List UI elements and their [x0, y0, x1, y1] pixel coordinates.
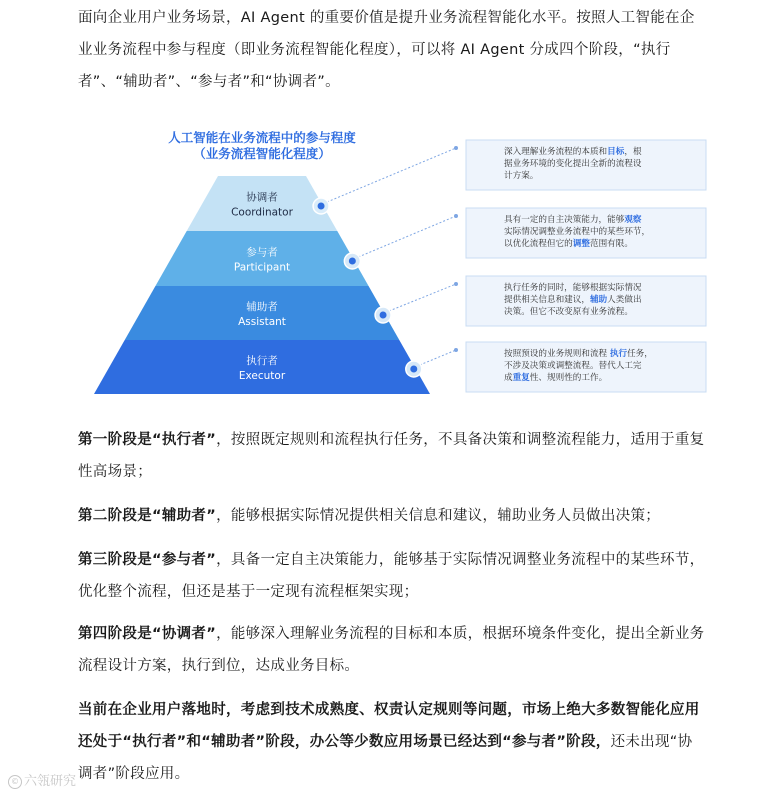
stage-lead: 第二阶段是“辅助者”	[78, 508, 217, 524]
connector-end-dot	[454, 282, 458, 286]
connector-line	[420, 350, 456, 365]
stage-lead: 第一阶段是“执行者”	[78, 432, 217, 448]
level-label-en: Executor	[238, 370, 286, 382]
stage-paragraph-2	[78, 500, 706, 532]
watermark-logo-icon: ©	[8, 775, 22, 789]
level-label-en: Participant	[233, 261, 291, 274]
stage-text: ，能够根据实际情况提供相关信息和建议，辅助业务人员做出决策；	[216, 508, 661, 524]
connector-end-dot	[454, 348, 458, 352]
stage-text: ，具备一定自主决策能力，能够基于实际情况调整业务流程中的某些环节，优化整个流程，但还是基于一定现有流程框架实现；	[78, 552, 705, 600]
diagram-subtitle: （业务流程智能化程度）	[193, 146, 331, 161]
level-label-cn: 参与者	[246, 246, 278, 259]
description-line: 计方案。	[504, 171, 539, 181]
conclusion-bold: 当前在企业用户落地时，考虑到技术成熟度、权责认定规则等问题，市场上绝大多数智能化应用还处于“执行者”和“辅助者”阶段，办公等少数应用场景已经达到“参与者”阶段，	[78, 702, 700, 750]
connector-end-dot	[454, 214, 458, 218]
connector-dot-core	[318, 203, 325, 210]
stage-lead: 第四阶段是“协调者”	[78, 626, 217, 642]
stage-text: ，按照既定规则和流程执行任务，不具备决策和调整流程能力，适用于重复性高场景；	[78, 432, 705, 480]
description-line: 决策。但它不改变原有业务流程。	[504, 307, 633, 317]
conclusion-normal: 还未出现“协调者”阶段应用。	[78, 734, 693, 782]
conclusion-paragraph	[78, 694, 706, 790]
level-label-cn: 协调者	[246, 191, 278, 204]
connector-end-dot	[454, 146, 458, 150]
level-label-cn: 执行者	[246, 355, 278, 367]
description-line: 据业务环境的变化提出全新的流程设	[504, 159, 642, 169]
stage-text: ，能够深入理解业务流程的目标和本质，根据环境条件变化，提出全新业务流程设计方案，执行到位，达成业务目标。	[78, 626, 705, 674]
level-label-en: Coordinator	[231, 206, 293, 219]
description-line: 以优化流程但它的调整范围有限。	[504, 239, 633, 249]
level-label-en: Assistant	[238, 316, 286, 328]
connector-dot-core	[410, 366, 417, 373]
connector-line	[358, 216, 456, 257]
pyramid-level-executor	[94, 340, 430, 394]
description-line: 成重复性、规则性的工作。	[504, 373, 608, 383]
connector-dot-core	[349, 258, 356, 265]
diagram-title: 人工智能在业务流程中的参与程度	[168, 130, 356, 145]
pyramid-svg	[90, 118, 710, 408]
level-label-cn: 辅助者	[246, 301, 278, 313]
description-line: 执行任务的同时，能够根据实际情况	[504, 283, 642, 293]
description-line: 提供相关信息和建议，辅助人类做出	[504, 295, 642, 305]
intro-paragraph: 面向企业用户业务场景，AI Agent 的重要价值是提升业务流程智能化水平。按照人工智能在企业业务流程中参与程度（即业务流程智能化程度），可以将 AI Agent 分成四个阶段，“执行者”、“辅助者”、“参与者”和“协调者”。	[78, 10, 695, 90]
stage-paragraph-1	[78, 424, 706, 488]
description-line: 不涉及决策或调整流程。替代人工完	[504, 361, 642, 371]
pyramid-level-participant	[155, 231, 368, 286]
stage-paragraph-4	[78, 618, 706, 682]
watermark	[8, 770, 76, 789]
connector-line	[327, 148, 456, 202]
description-line: 具有一定的自主决策能力，能够观察	[504, 215, 642, 225]
connector-dot-core	[380, 312, 387, 319]
stage-paragraph-3	[78, 544, 706, 608]
pyramid-level-assistant	[125, 286, 400, 340]
description-line: 按照预设的业务规则和流程 执行任务，	[504, 349, 653, 359]
description-line: 实际情况调整业务流程中的某些环节，	[504, 227, 651, 237]
description-line: 深入理解业务流程的本质和目标，根	[504, 147, 642, 157]
stage-lead: 第三阶段是“参与者”	[78, 552, 217, 568]
participation-pyramid-diagram	[90, 118, 710, 408]
connector-line	[389, 284, 456, 311]
watermark-text: 六瓴研究	[24, 774, 77, 789]
